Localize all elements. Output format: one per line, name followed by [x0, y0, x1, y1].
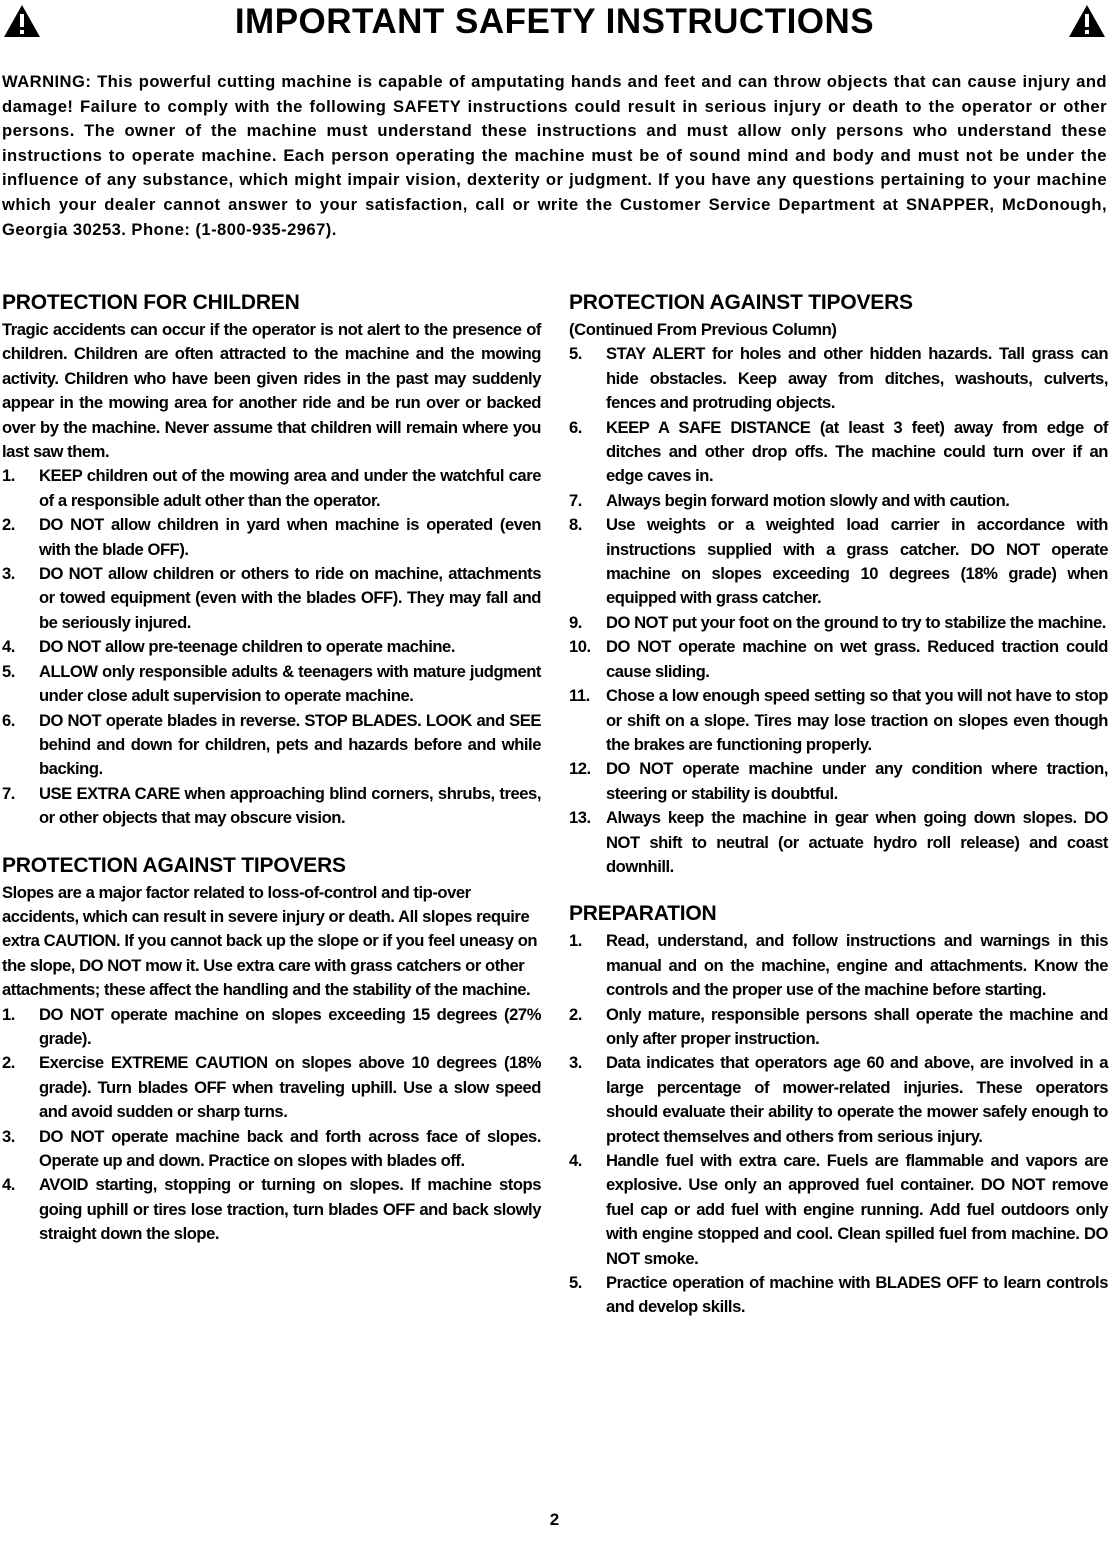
item-text: AVOID starting, stopping or turning on slopes. If machine stops going uphill or tires lose traction, turn blades OFF and back slowly straight down the slope. — [39, 1175, 541, 1244]
list-item — [569, 1003, 1108, 1052]
instruction-list — [2, 1003, 541, 1247]
page-number: 2 — [549, 1510, 560, 1529]
section-intro: Tragic accidents can occur if the operator is not alert to the presence of children. Children are often attracted to the machine and the mowing activity. Children who have been given rides in the past may suddenly appear in the mowing area for another ride and be run over or backed over by the machine. Never assume that children will remain where you last saw them. — [2, 320, 541, 462]
list-item — [2, 782, 541, 831]
item-number: 4. — [569, 1151, 582, 1170]
right-column — [569, 290, 1108, 1342]
list-item — [2, 1051, 541, 1124]
page-title: IMPORTANT SAFETY INSTRUCTIONS — [234, 2, 875, 41]
item-text: KEEP children out of the mowing area and under the watchful care of a responsible adult other than the operator. — [39, 466, 541, 510]
section-intro: Slopes are a major factor related to loss-of-control and tip-over accidents, which can result in severe injury or death. All slopes require extra CAUTION. If you cannot back up the slope or if you feel uneasy on the slope, DO NOT mow it. Use extra care with grass catchers or other attachments; these affect the handling and the stability of the machine. — [2, 882, 538, 1000]
item-number: 9. — [569, 612, 582, 632]
item-text: Always begin forward motion slowly and with caution. — [606, 490, 1010, 510]
list-item — [569, 489, 1108, 513]
list-item — [569, 757, 1108, 806]
warning-triangle-icon — [1067, 3, 1107, 39]
item-number: 12. — [569, 759, 591, 779]
item-number: 6. — [569, 417, 582, 437]
item-number: 2. — [2, 1053, 15, 1073]
section-title: PREPARATION — [569, 902, 717, 926]
item-text: DO NOT allow children in yard when machine is operated (even with the blade OFF). — [39, 515, 541, 559]
list-item — [569, 1051, 1108, 1149]
list-item — [2, 635, 541, 659]
instruction-list — [569, 929, 1108, 1320]
item-number: 5. — [569, 344, 582, 364]
item-text: KEEP A SAFE DISTANCE (at least 3 feet) away from edge of ditches and other drop offs. The machine could turn over if an edge caves in. — [606, 417, 1108, 486]
list-item — [2, 562, 541, 635]
section-tipovers-continued — [569, 290, 1108, 879]
item-number: 4. — [2, 1175, 15, 1195]
item-text: Chose a low enough speed setting so that you will not have to stop or shift on a slope. Tires may lose traction on slopes even though the brakes are functioning properly. — [606, 686, 1108, 754]
instruction-list — [2, 464, 541, 830]
instruction-list — [569, 342, 1108, 879]
list-item — [569, 684, 1108, 757]
item-number: 8. — [569, 515, 582, 535]
list-item — [2, 464, 541, 513]
item-number: 6. — [2, 710, 15, 730]
list-item — [2, 513, 541, 562]
list-item — [2, 660, 541, 709]
item-number: 1. — [569, 931, 582, 951]
item-number: 2. — [569, 1004, 582, 1024]
item-text: Practice operation of machine with BLADES OFF to learn controls and develop skills. — [606, 1273, 1108, 1317]
item-number: 3. — [569, 1053, 582, 1073]
section-title: PROTECTION AGAINST TIPOVERS — [2, 853, 346, 877]
item-number: 5. — [569, 1273, 582, 1293]
item-number: 3. — [2, 1126, 15, 1146]
warning-paragraph: WARNING: This powerful cutting machine is capable of amputating hands and feet and can throw objects that can cause injury and damage! Failure to comply with the following SAFETY instructions could result in serious injury or death to the operator or other persons. The owner of the machine must understand these instructions and must allow only persons who understand these instructions to operate machine. Each person operating the machine must be of sound mind and body and must not be under the influence of any substance, which might impair vision, dexterity or judgment. If you have any questions pertaining to your machine which your dealer cannot answer to your satisfaction, call or write the Customer Service Department at SNAPPER, McDonough, Georgia 30253. Phone: (1-800-935-2967). — [2, 72, 1107, 239]
list-item — [569, 416, 1108, 489]
item-text: DO NOT put your foot on the ground to try to stabilize the machine. — [606, 612, 1106, 632]
item-number: 10. — [569, 637, 591, 657]
list-item — [569, 513, 1108, 611]
item-text: DO NOT allow children or others to ride on machine, attachments or towed equipment (even with the blades OFF). They may fall and be seriously injured. — [39, 564, 541, 632]
item-text: Always keep the machine in gear when going down slopes. DO NOT shift to neutral (or actuate hydro roll release) and coast downhill. — [606, 808, 1108, 876]
item-text: ALLOW only responsible adults & teenagers with mature judgment under close adult supervision to operate machine. — [39, 661, 541, 706]
item-number: 5. — [2, 661, 15, 681]
list-item — [569, 342, 1108, 415]
item-number: 7. — [569, 490, 582, 510]
list-item — [569, 1149, 1108, 1271]
list-item — [569, 806, 1108, 879]
list-item — [569, 635, 1108, 684]
list-item — [2, 1125, 541, 1174]
item-text: DO NOT allow pre-teenage children to operate machine. — [39, 637, 455, 657]
item-number: 7. — [2, 783, 15, 803]
item-number: 4. — [2, 637, 15, 657]
item-text: DO NOT operate machine on wet grass. Reduced traction could cause sliding. — [606, 637, 1108, 681]
section-children — [2, 290, 541, 831]
list-item — [569, 929, 1108, 1002]
item-number: 1. — [2, 466, 15, 486]
list-item — [2, 709, 541, 782]
item-number: 13. — [569, 808, 591, 828]
item-text: Only mature, responsible persons shall operate the machine and only after proper instruction. — [606, 1004, 1108, 1048]
item-text: Read, understand, and follow instructions and warnings in this manual and on the machine, engine and attachments. Know the controls and the proper use of the machine before starting. — [606, 931, 1108, 1000]
item-text: STAY ALERT for holes and other hidden hazards. Tall grass can hide obstacles. Keep away from ditches, washouts, culverts, fences and protruding objects. — [606, 344, 1108, 413]
item-number: 3. — [2, 564, 15, 584]
section-title: PROTECTION FOR CHILDREN — [2, 291, 300, 314]
list-item — [2, 1003, 541, 1052]
section-title: PROTECTION AGAINST TIPOVERS — [569, 291, 913, 314]
item-text: DO NOT operate blades in reverse. STOP BLADES. LOOK and SEE behind and down for children, pets and hazards before and while backing. — [39, 710, 541, 779]
list-item — [569, 611, 1108, 635]
item-text: DO NOT operate machine under any condition where traction, steering or stability is doubtful. — [606, 759, 1108, 803]
item-text: Handle fuel with extra care. Fuels are flammable and vapors are explosive. Use only an approved fuel container. DO NOT remove fuel cap or add fuel with engine running. Add fuel outdoors only with engine stopped and cool. Clean spilled fuel from machine. DO NOT smoke. — [606, 1151, 1108, 1268]
section-preparation — [569, 901, 1108, 1320]
item-text: USE EXTRA CARE when approaching blind corners, shrubs, trees, or other objects that may obscure vision. — [39, 783, 541, 828]
item-text: Exercise EXTREME CAUTION on slopes above 10 degrees (18% grade). Turn blades OFF when traveling uphill. Use a slow speed and avoid sudden or sharp turns. — [39, 1053, 541, 1122]
left-column — [2, 290, 541, 1269]
item-number: 11. — [569, 686, 590, 706]
item-text: DO NOT operate machine back and forth across face of slopes. Operate up and down. Practice on slopes with blades off. — [39, 1126, 541, 1170]
list-item — [2, 1173, 541, 1246]
header — [0, 0, 1109, 50]
item-text: DO NOT operate machine on slopes exceeding 15 degrees (27% grade). — [39, 1004, 541, 1048]
section-tipovers — [2, 853, 541, 1247]
item-number: 2. — [2, 515, 15, 535]
continued-note: (Continued From Previous Column) — [569, 320, 837, 339]
item-number: 1. — [2, 1004, 15, 1024]
list-item — [569, 1271, 1108, 1320]
item-text: Use weights or a weighted load carrier in accordance with instructions supplied with a grass catcher. DO NOT operate machine on slopes exceeding 10 degrees (18% grade) when equipped with grass catcher. — [606, 515, 1108, 608]
item-text: Data indicates that operators age 60 and above, are involved in a large percentage of mower-related injuries. These operators should evaluate their ability to operate the mower safely enough to protect themselves and others from serious injury. — [606, 1053, 1108, 1146]
